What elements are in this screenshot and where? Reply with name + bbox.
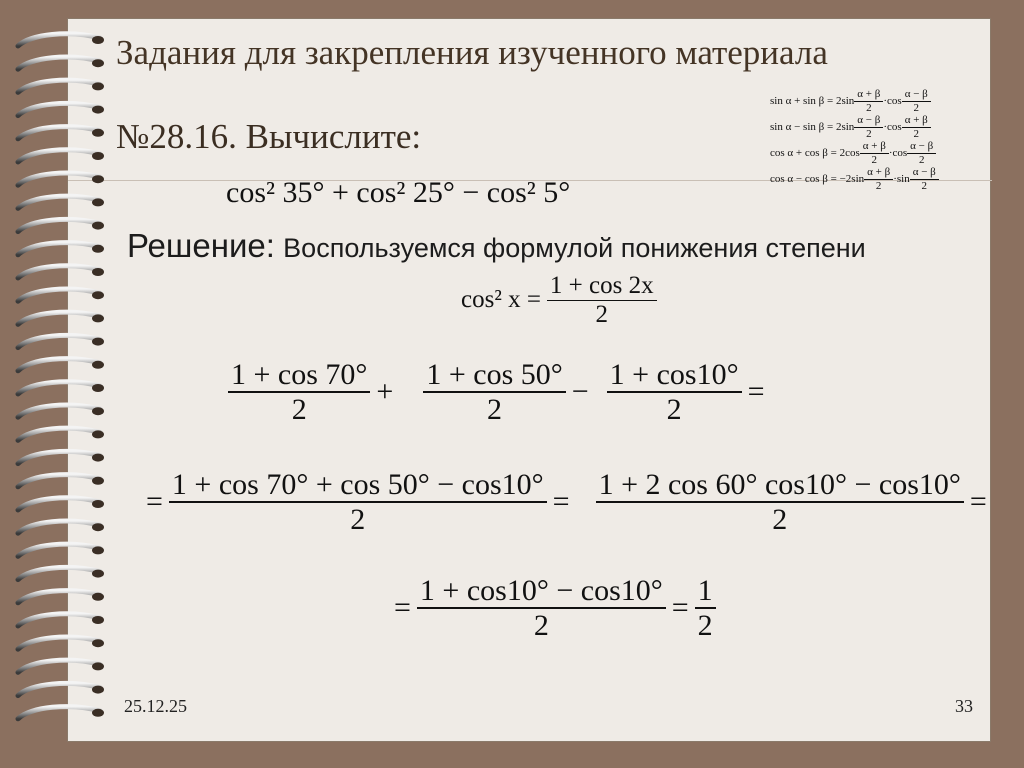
binding-hole (92, 500, 104, 508)
binding-hole (92, 222, 104, 230)
binding-hole (92, 338, 104, 346)
binding-hole (92, 36, 104, 44)
formula-row (770, 88, 990, 114)
formula-fraction: $\frac{\alpha + \beta}{2}$ (854, 88, 883, 113)
binding-hole (92, 361, 104, 369)
formula-fraction: $\frac{\alpha - \beta}{2}$ (910, 166, 939, 191)
binding-hole (92, 245, 104, 253)
formula-row (770, 166, 990, 192)
formula-lhs: cos α − cos β = −2sin (770, 173, 865, 185)
spiral-ring (18, 475, 100, 487)
spiral-ring (18, 219, 100, 231)
spiral-ring (18, 127, 100, 139)
spiral-ring (18, 196, 100, 208)
spiral-ring (18, 80, 100, 92)
solution-step-1 (228, 358, 770, 426)
page-number: 33 (955, 696, 973, 716)
formula-mid: ·cos (888, 147, 908, 159)
formula-mid: ·sin (893, 173, 910, 185)
operator: = (671, 590, 689, 624)
step-fraction: $\frac{1 + \cos 70^\circ}{2}$ (228, 358, 370, 426)
binding-hole (92, 639, 104, 647)
spiral-ring (18, 243, 100, 255)
binding-hole (92, 384, 104, 392)
binding-hole (92, 407, 104, 415)
result-fraction: $\frac{1}{2}$ (695, 574, 716, 642)
step-fraction: $\frac{1 + \cos 70^\circ + \cos 50^\circ - \cos 10^\circ}{2}$ (169, 468, 547, 536)
formula-fraction: $\frac{\alpha - \beta}{2}$ (854, 114, 883, 139)
step-fraction: $\frac{1 + \cos 10^\circ - \cos 10^\circ}{2}$ (417, 574, 666, 642)
task-expression: cos² 35° + cos² 25° − cos² 5° (226, 176, 571, 209)
operator: = (146, 484, 163, 518)
binding-hole (92, 175, 104, 183)
binding-hole (92, 106, 104, 114)
spiral-ring (18, 150, 100, 162)
spiral-ring (18, 57, 100, 69)
formula-row (770, 140, 990, 166)
spiral-ring (18, 660, 100, 672)
solution-step-2 (140, 468, 993, 536)
binding-hole (92, 686, 104, 694)
spiral-ring (18, 498, 100, 510)
spiral-ring (18, 335, 100, 347)
formula-row (770, 114, 990, 140)
binding-hole (92, 477, 104, 485)
spiral-ring (18, 567, 100, 579)
spiral-ring (18, 521, 100, 533)
formula-fraction: $\frac{\alpha + \beta}{2}$ (864, 166, 893, 191)
binding-hole (92, 82, 104, 90)
spiral-ring (18, 683, 100, 695)
binding-hole (92, 546, 104, 554)
solution-heading: Решение: (127, 227, 275, 264)
step-fraction: $\frac{1 + \cos 50^\circ}{2}$ (423, 358, 565, 426)
binding-hole (92, 570, 104, 578)
spiral-binding-icon (0, 0, 120, 768)
solution-text: Воспользуемся формулой понижения степени (283, 233, 866, 263)
spiral-ring (18, 637, 100, 649)
formula-lhs: cos α + cos β = 2cos (770, 147, 860, 159)
binding-hole (92, 430, 104, 438)
footer-date: 25.12.25 (124, 696, 187, 716)
binding-hole (92, 152, 104, 160)
formula-fraction: $\frac{\alpha - \beta}{2}$ (907, 140, 936, 165)
fraction-denominator: 2 (595, 301, 609, 328)
slide-title: Задания для закрепления изученного материала (116, 33, 828, 72)
sum-to-product-formulas (770, 88, 990, 192)
binding-hole (92, 523, 104, 531)
binding-hole (92, 129, 104, 137)
binding-hole (92, 268, 104, 276)
spiral-ring (18, 707, 100, 719)
formula-mid: ·cos (883, 121, 902, 133)
operator: = (747, 374, 765, 408)
operator: − (571, 374, 589, 408)
operator: = (552, 484, 570, 518)
binding-hole (92, 314, 104, 322)
spiral-ring (18, 359, 100, 371)
formula-mid: ·cos (883, 95, 902, 107)
formula-fraction: $\frac{\alpha + \beta}{2}$ (860, 140, 889, 165)
binding-hole (92, 454, 104, 462)
reduction-formula (455, 272, 657, 329)
reduction-fraction (547, 272, 657, 329)
spiral-ring (18, 173, 100, 185)
formula-fraction: $\frac{\alpha + \beta}{2}$ (902, 114, 931, 139)
solution-step-3 (388, 574, 716, 642)
reduction-lhs: cos² x = (461, 286, 541, 314)
binding-hole (92, 198, 104, 206)
binding-hole (92, 709, 104, 717)
spiral-ring (18, 266, 100, 278)
spiral-ring (18, 382, 100, 394)
operator: = (969, 484, 987, 518)
formula-fraction: $\frac{\alpha - \beta}{2}$ (902, 88, 931, 113)
solution-line (127, 227, 866, 266)
binding-hole (92, 662, 104, 670)
operator: + (376, 374, 394, 408)
step-fraction: $\frac{1 + 2 \cos 60^\circ \cos 10^\circ - \cos 10^\circ}{2}$ (596, 468, 964, 536)
spiral-ring (18, 103, 100, 115)
spiral-ring (18, 289, 100, 301)
binding-hole (92, 616, 104, 624)
task-heading: №28.16. Вычислите: (116, 117, 422, 156)
formula-lhs: sin α + sin β = 2sin (770, 95, 855, 107)
step-fraction: $\frac{1 + \cos 10^\circ}{2}$ (607, 358, 742, 426)
spiral-ring (18, 591, 100, 603)
spiral-ring (18, 428, 100, 440)
binding-hole (92, 593, 104, 601)
spiral-ring (18, 34, 100, 46)
formula-lhs: sin α − sin β = 2sin (770, 121, 855, 133)
operator: = (394, 590, 411, 624)
spiral-ring (18, 405, 100, 417)
spiral-ring (18, 614, 100, 626)
binding-hole (92, 291, 104, 299)
binding-hole (92, 59, 104, 67)
spiral-ring (18, 544, 100, 556)
spiral-ring (18, 312, 100, 324)
spiral-ring (18, 451, 100, 463)
fraction-numerator: 1 + cos 2x (549, 272, 654, 299)
